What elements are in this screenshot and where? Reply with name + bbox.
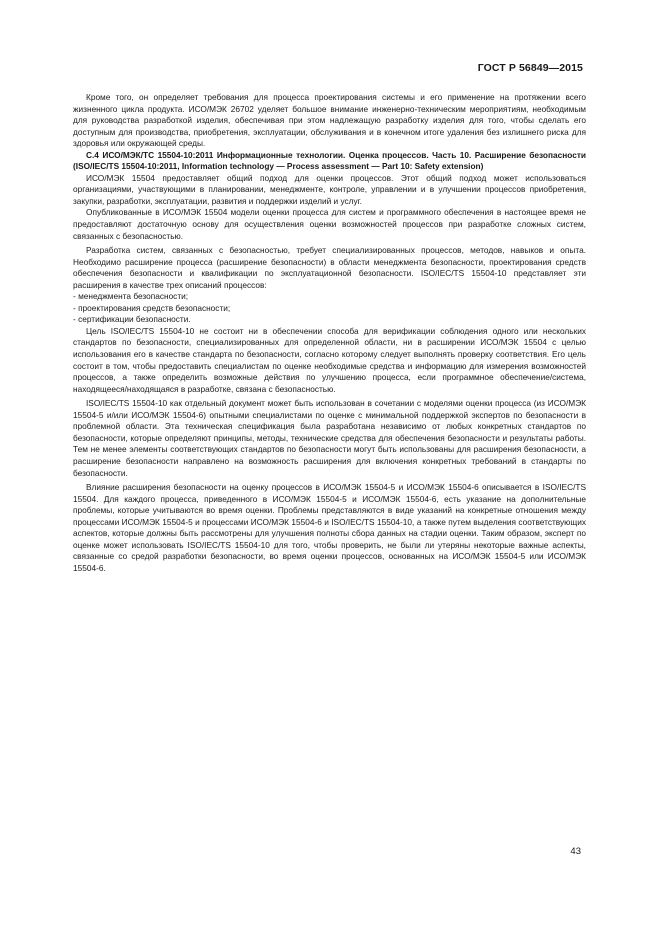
list-item: - менеджмента безопасности; [73,291,189,302]
page-number: 43 [570,846,581,857]
paragraph-purpose: Цель ISO/IEC/TS 15504-10 не состоит ни в обеспечении способа для верификации соблюдения одного или нескольких стандартов по безопасности, специализированных для определенной области, ни в расширении ИСО/МЭК 15504 с целью использования его в качестве стандарта по безопасности, согласно которому следует выполнять проверку соответствия. Его цель состоит в том, чтобы предоставить специалистам по оценке необходимые средства и информацию для измерения возможностей процессов, а также определить возможные действия по улучшению процесса, если программное обеспечение/система, находящееся/находящаяся в разработке, связана с безопасностью. [73,325,586,394]
paragraph-standalone-document: ISO/IEC/TS 15504-10 как отдельный документ может быть использован в сочетании с моделями оценки процесса (из ИСО/МЭК 15504-5 и/или ИСО/МЭК 15504-6) опытными специалистами по оценке с минимальной поддержкой экспертов по безопасности в проблемной области. Эта техническая спецификация была разработана независимо от любых конкретных стандартов по безопасности, которые определяют принципы, методы, технические средства для обеспечения безопасности и результаты работы. Тем не менее элементы соответствующих стандартов по безопасности могут быть использованы для расширения безопасности, а расширение безопасности направлено на возможность расширения для включения конкретных требований в стандарты по безопасности. [73,398,586,478]
list-item: - сертификации безопасности. [73,314,191,325]
paragraph-safety-systems: Разработка систем, связанных с безопасностью, требует специализированных процессов, методов, навыков и опыта. Необходимо расширение процесса (расширение безопасности) в области менеджмента безопасности, проектирования средств обеспечения безопасности и квалификации по эксплуатационной безопасности. ISO/IEC/TS 15504-10 представляет эти расширения в качестве трех описаний процессов: [73,245,586,290]
paragraph-influence: Влияние расширения безопасности на оценку процессов в ИСО/МЭК 15504-5 и ИСО/МЭК 15504-6 описывается в ISO/IEC/TS 15504. Для каждого процесса, приведенного в ИСО/МЭК 15504-5 и ИСО/МЭК 15504-6, есть указание на дополнительные проблемы, которые учитываются во время оценки. Проблемы представляются в виде указаний на конкретные отношения между процессами ИСО/МЭК 15504-5 и процессами ИСО/МЭК 15504-6 и ISO/IEC/TS 15504-10, а также путем выделения соответствующих аспектов, которые должны быть рассмотрены для улучшения полноты сбора данных на стадии оценки. Таким образом, эксперт по оценке может использовать ISO/IEC/TS 15504-10 для того, чтобы проверить, не были ли утеряны некоторые важные аспекты, связанные со средой разработки безопасности, во время оценки процессов, основанных на ИСО/МЭК 15504-5 или ИСО/МЭК 15504-6. [73,482,586,573]
paragraph-general-approach: ИСО/МЭК 15504 предоставляет общий подход для оценки процессов. Этот общий подход может использоваться организациями, участвующими в планировании, менеджменте, контроле, управлении и в улучшении процессов приобретения, закупки, разработки, эксплуатации, развития и поддержки изделий и услуг. [73,172,586,206]
document-standard-code: ГОСТ Р 56849—2015 [477,62,583,74]
list-item: - проектирования средств безопасности; [73,302,231,313]
section-heading: С.4 ИСО/МЭК/ТС 15504-10:2011 Информационные технологии. Оценка процессов. Часть 10. Расширение безопасности (ISO/IEC/TS 15504-10:2011, Information technology — Process assessment — Part 10: Safety extension) [73,149,586,172]
document-body [73,92,586,574]
paragraph-published-models: Опубликованные в ИСО/МЭК 15504 модели оценки процесса для систем и программного обеспечения в настоящее время не предоставляют достаточную основу для осуществления оценки возможностей процессов при разработке сложных систем, связанных с безопасностью. [73,207,586,241]
paragraph-intro: Кроме того, он определяет требования для процесса проектирования системы и его применение на протяжении всего жизненного цикла продукта. ИСО/МЭК 26702 уделяет большое внимание инженерно-техническим мероприятиям, необходимым для руководства разработкой изделия, обеспечивая при этом надлежащую разработку изделия для того, чтобы сделать его доступным для производства, приобретения, эксплуатации, обслуживания и в конечном итоге удаления без излишнего риска для здоровья или окружающей среды. [73,92,586,149]
process-list [73,291,586,326]
